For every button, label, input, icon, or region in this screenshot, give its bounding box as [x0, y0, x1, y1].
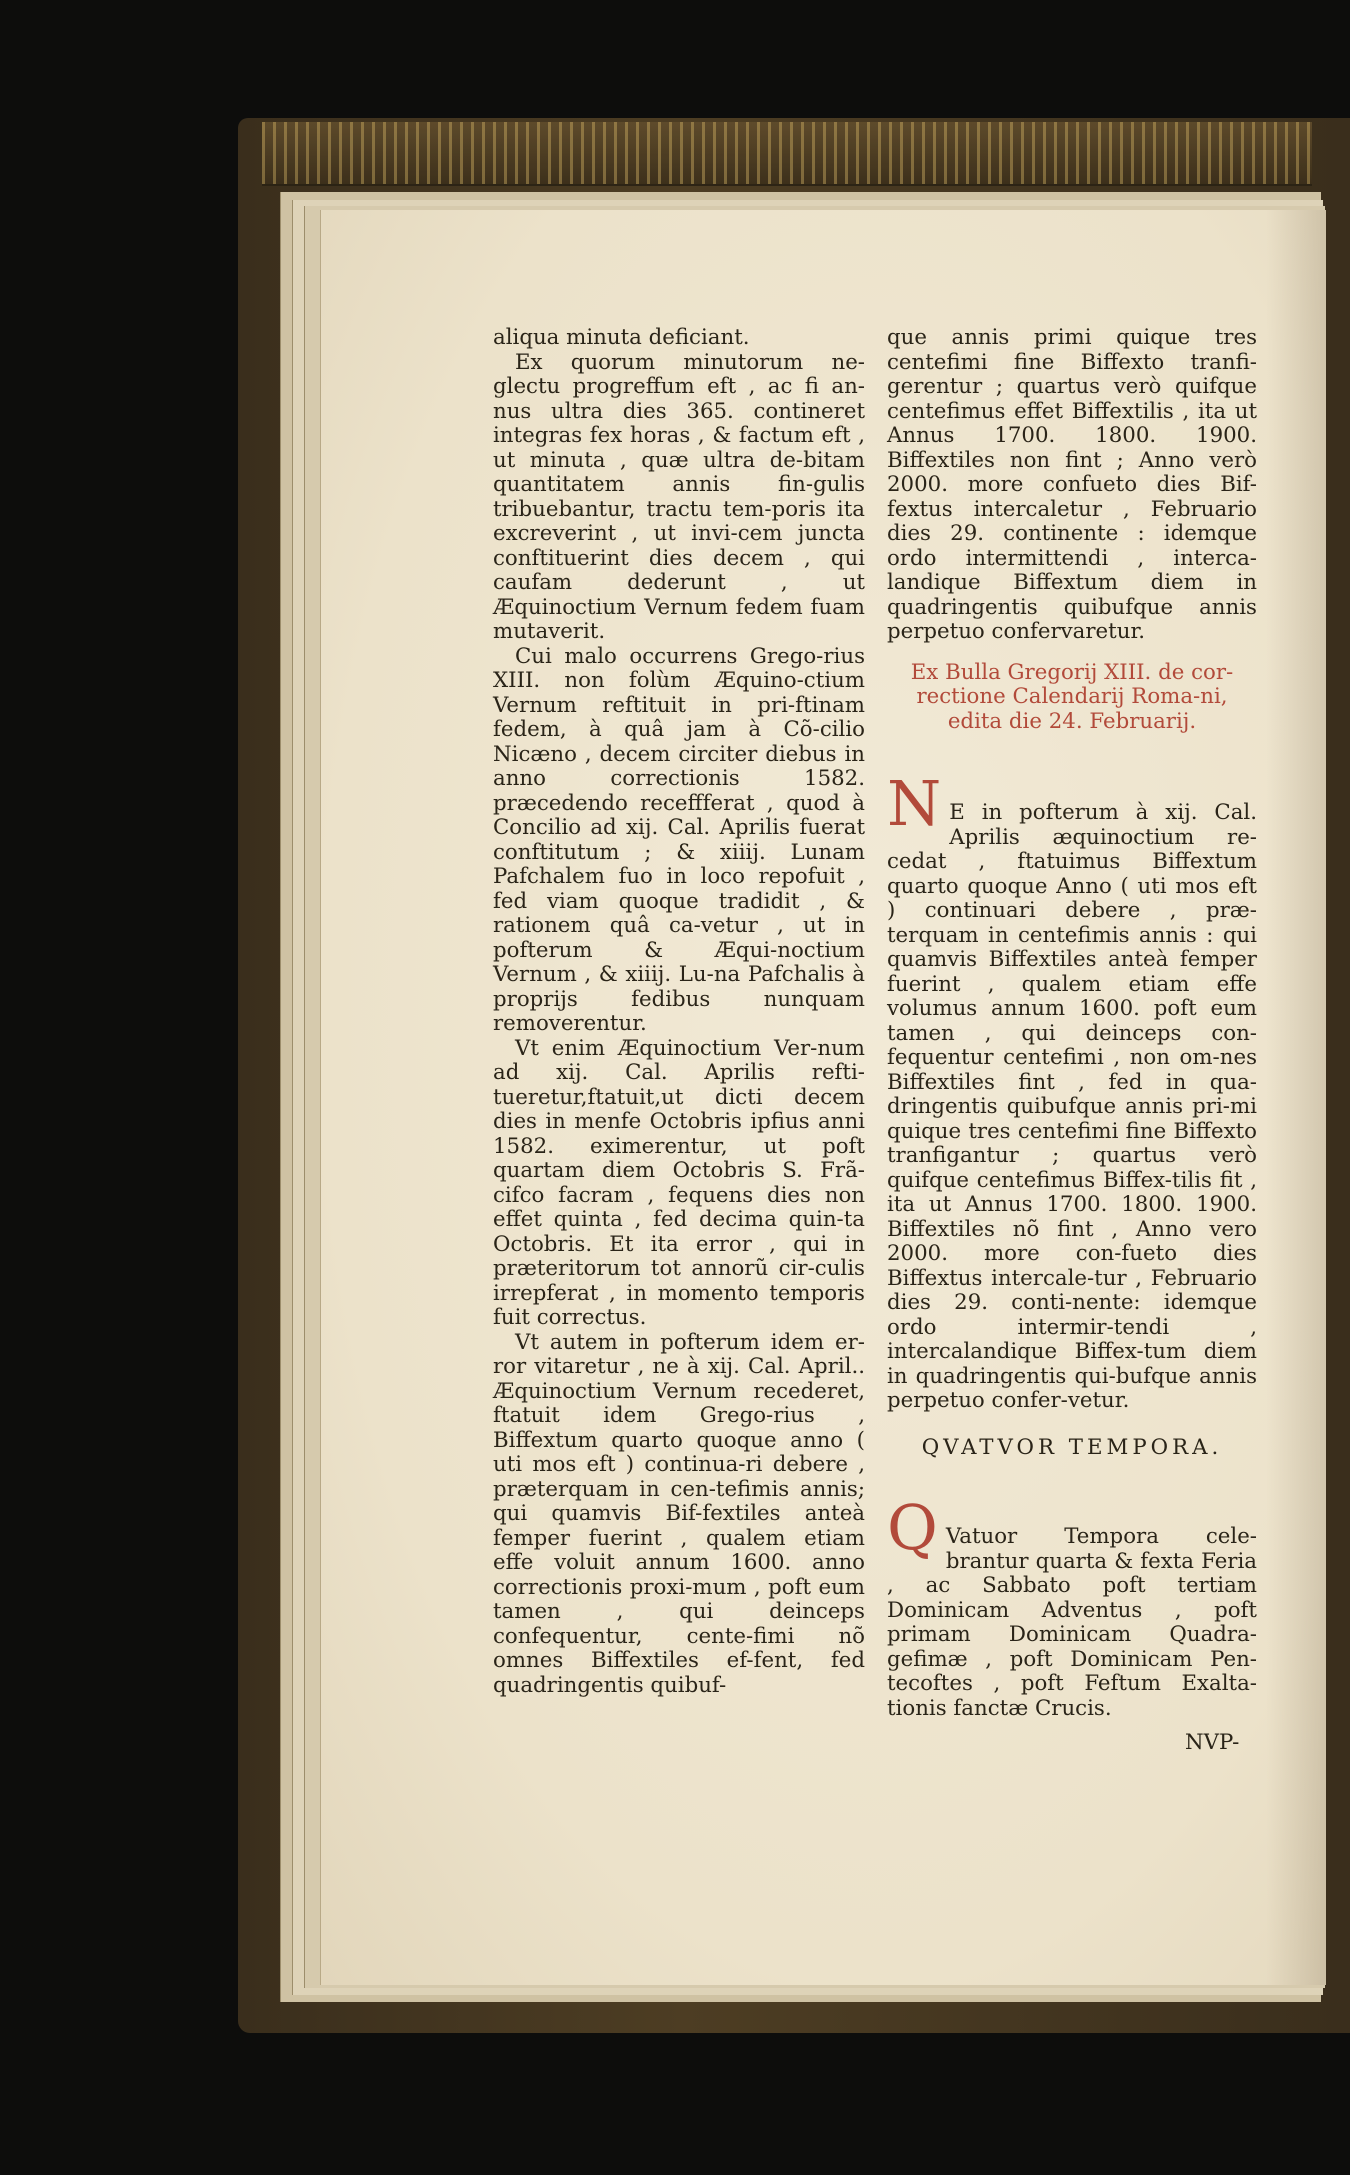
bull-text: E in pofterum à xij. Cal. Aprilis æquinoctium re-cedat , ftatuimus Biffextum quarto quoque Anno ( uti mos eft ) continuari debere , præ-terquam in centefimis annis : qui quamvis Biffextiles anteà femper fuerint , qualem etiam effe volumus annum 1600. poft eum tamen , qui deinceps con-fequentur centefimi , non om-nes Biffextiles fint , fed in qua-dringentis quibufque annis pri-mi quique tres centefimi fine Biffexto tranfigantur ; quartus verò quifque centefimus Biffex-tilis fit , ita ut Annus 1700. 1800. 1900. Biffextiles nõ fint , Anno vero 2000. more con-fueto dies Biffextus intercale-tur , Februario dies 29. conti-nente: idemque ordo intermir-tendi , intercalandique Biffex-tum diem in quadringentis qui-bufque annis perpetuo confer-vetur. — [887, 800, 1257, 1413]
tempora-paragraph — [887, 1476, 1257, 1721]
spine-shadow — [1266, 210, 1326, 1985]
drop-cap: N — [887, 766, 942, 840]
right-column — [887, 326, 1257, 1721]
section-heading: QVATVOR TEMPORA. — [921, 1434, 1223, 1460]
left-column — [493, 326, 865, 1698]
paragraph: aliqua minuta deficiant. — [493, 325, 750, 350]
book-page — [320, 210, 1326, 1985]
paragraph: que annis primi quique tres centefimi fine Biffexto tranfi-gerentur ; quartus verò quifque centefimus effet Biffextilis , ita ut Annus 1700. 1800. 1900. Biffextiles non fint ; Anno verò 2000. more confueto dies Bif-fextus intercaletur , Februario dies 29. continente : idemque ordo intermittendi , interca-landique Biffextum diem in quadringentis quibufque annis perpetuo confervaretur. — [887, 325, 1257, 644]
paragraph: Vt enim Æquinoctium Ver-num ad xij. Cal. Aprilis refti-tueretur,ftatuit,ut dicti decem dies in menfe Octobris ipfius anni 1582. eximerentur, ut poft quartam diem Octobris S. Frã-cifco facram , fequens dies non effet quinta , fed decima quin-ta Octobris. Et ita error , qui in præteritorum tot annorũ cir-culis irrepferat , in momento temporis fuit correctus. — [493, 1035, 865, 1330]
catchword: NVP- — [1185, 1730, 1240, 1755]
bull-paragraph — [887, 752, 1257, 1414]
drop-cap: Q — [887, 1490, 938, 1564]
paragraph: Vt autem in pofterum idem er-ror vitaretur , ne à xij. Cal. April.. Æquinoctium Vernum recederet, ftatuit idem Grego-rius , Biffextum quarto quoque anno ( uti mos eft ) continua-ri debere , præterquam in cen-tefimis annis; qui quamvis Bif-fextiles anteà femper fuerint , qualem etiam effe voluit annum 1600. anno correctionis proxi-mum , poft eum tamen , qui deinceps confequentur, cente-fimi nõ omnes Biffextiles ef-fent, fed quadringentis quibuf- — [493, 1329, 865, 1698]
paragraph: Cui malo occurrens Grego-rius XIII. non folùm Æquino-ctium Vernum reftituit in pri-ftinam fedem, à quâ jam à Cõ-cilio Nicæno , decem circiter diebus in anno correctionis 1582. præcedendo receffferat , quod à Concilio ad xij. Cal. Aprilis fuerat conftitutum ; & xiiij. Lunam Pafchalem fuo in loco repofuit , fed viam quoque tradidit , & rationem quâ ca-vetur , ut in pofterum & Æqui-noctium Vernum , & xiiij. Lu-na Pafchalis à proprijs fedibus nunquam removerentur. — [493, 643, 865, 1036]
bull-heading: Ex Bulla Gregorij XIII. de cor-rectione Calendarij Roma-ni, edita die 24. Februarij. — [910, 659, 1234, 734]
gilt-page-edges — [262, 122, 1312, 186]
tempora-text: Vatuor Tempora cele-brantur quarta & fexta Feria , ac Sabbato poft tertiam Dominicam Adventus , poft primam Dominicam Quadra-gefimæ , poft Dominicam Pen-tecoftes , poft Feftum Exalta-tionis fanctæ Crucis. — [887, 1524, 1257, 1721]
paragraph: Ex quorum minutorum ne-glectu progreffum eft , ac fi an-nus ultra dies 365. contineret integras fex horas , & factum eft , ut minuta , quæ ultra de-bitam quantitatem annis fin-gulis tribuebantur, tractu tem-poris ita excreverint , ut invi-cem juncta conftituerint dies decem , qui caufam dederunt , ut Æquinoctium Vernum fedem fuam mutaverit. — [493, 349, 865, 644]
